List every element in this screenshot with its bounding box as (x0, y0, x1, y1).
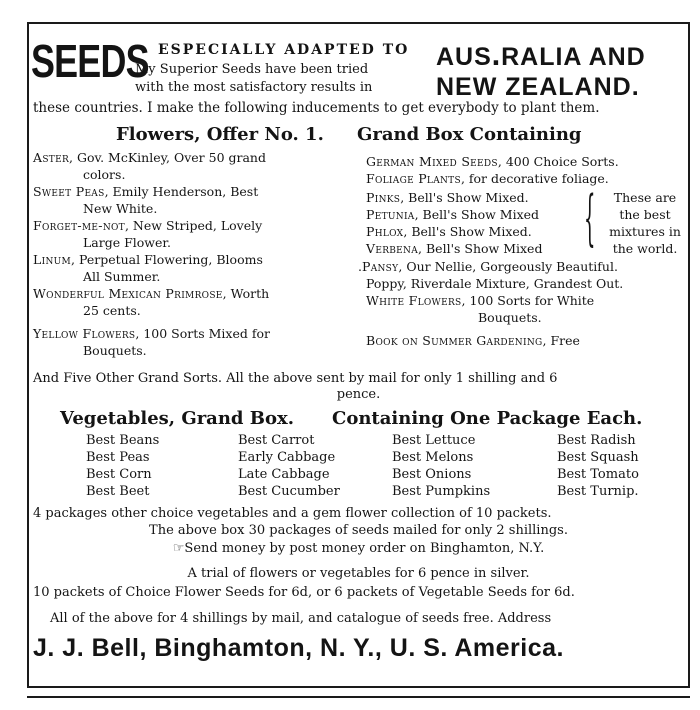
intro-line-3: these countries. I make the following inducements to get everybody to plant them. (33, 100, 600, 116)
list-item: Wonderful Mexican Primrose, Worth (33, 286, 270, 301)
list-item: Best Peas (86, 450, 150, 465)
bracket-glyph: { (584, 183, 596, 253)
address-footer: J. J. Bell, Binghamton, N. Y., U. S. America. (33, 634, 564, 662)
list-item: Best Squash (557, 450, 639, 465)
bracket-note: These are the best mixtures in the world. (609, 190, 681, 256)
list-item: Foliage Plants, for decorative foliage. (366, 171, 609, 186)
packets-offer: 10 packets of Choice Flower Seeds for 6d, or 6 packets of Vegetable Seeds for 6d. (33, 585, 575, 600)
flowers-heading: Flowers, Offer No. 1. (116, 124, 324, 145)
list-item: Best Pumpkins (392, 484, 491, 499)
list-item: Linum, Perpetual Flowering, Blooms (33, 252, 263, 267)
flowers-summary-2: pence. (336, 387, 381, 402)
grand-box-heading: Grand Box Containing (357, 124, 582, 145)
list-item: Best Beans (86, 433, 160, 448)
list-item: German Mixed Seeds, 400 Choice Sorts. (366, 154, 619, 169)
especially-adapted: ESPECIALLY ADAPTED TO (158, 42, 410, 58)
veg-line-3-row: ☞Send money by post money order on Binghamton, N.Y. (172, 541, 545, 556)
flowers-summary-1: And Five Other Grand Sorts. All the above sent by mail for only 1 shilling and 6 (33, 371, 558, 386)
flowers-right-top (366, 153, 619, 187)
list-item: Pinks, Bell's Show Mixed. (366, 190, 529, 205)
bottom-rule (27, 696, 690, 698)
pointing-hand-icon: ☞ (172, 541, 185, 556)
list-item: Best Carrot (238, 433, 315, 448)
trial-offer: A trial of flowers or vegetables for 6 pence in silver. (187, 566, 530, 581)
country-new-zealand: NEW ZEALAND. (436, 73, 640, 101)
intro-line-2: with the most satisfactory results in (135, 80, 373, 95)
flowers-right-bracket (366, 189, 542, 257)
list-item: Aster, Gov. McKinley, Over 50 grand (33, 150, 266, 165)
vegetables-heading: Vegetables, Grand Box. (60, 408, 294, 429)
list-item: Best Beet (86, 484, 150, 499)
list-item: Late Cabbage (238, 467, 330, 482)
list-item: Best Tomato (557, 467, 639, 482)
seeds-title: SEEDS (31, 35, 149, 87)
list-item: Forget-me-not, New Striped, Lovely (33, 218, 263, 233)
list-item: Poppy, Riverdale Mixture, Grandest Out. (366, 276, 624, 291)
veg-line-1: 4 packages other choice vegetables and a gem flower collection of 10 packets. (33, 506, 552, 521)
veg-column-4 (557, 432, 639, 500)
flowers-left-column: Aster, Gov. McKinley, Over 50 grand colors. Sweet Peas, Emily Henderson, Best New White. Forget-me-not, New Striped, Lovely Large Flower. Linum, Perpetual Flowering, Blooms All Summer. Wonderful Mexican Primrose, Worth 25 cents. Yellow Flowers, 100 Sorts Mixed for Bouquets. (33, 149, 363, 359)
veg-line-2: The above box 30 packages of seeds mailed for only 2 shillings. (149, 523, 568, 538)
list-item: Best Turnip. (557, 484, 639, 499)
list-item: Best Cucumber (238, 484, 340, 499)
veg-column-3 (392, 432, 490, 500)
list-item: Book on Summer Gardening, Free (366, 333, 580, 348)
list-item: Petunia, Bell's Show Mixed (366, 207, 540, 222)
list-item: Best Onions (392, 467, 472, 482)
list-item: Sweet Peas, Emily Henderson, Best (33, 184, 259, 199)
list-item: Best Lettuce (392, 433, 476, 448)
country-australia: AUS․RALIA AND (436, 43, 646, 71)
list-item: Phlox, Bell's Show Mixed. (366, 224, 532, 239)
list-item: Verbena, Bell's Show Mixed (366, 241, 543, 256)
list-item: White Flowers, 100 Sorts for White (366, 293, 595, 308)
list-item: Best Corn (86, 467, 152, 482)
veg-column-2 (238, 432, 340, 500)
vegetables-heading-2: Containing One Package Each. (332, 408, 643, 429)
flowers-right-bottom (358, 258, 623, 349)
list-item: .Pansy, Our Nellie, Gorgeously Beautiful. (358, 259, 618, 274)
veg-column-1 (86, 432, 159, 500)
list-item: Bouquets. (478, 310, 542, 325)
list-item: Yellow Flowers, 100 Sorts Mixed for (33, 326, 270, 341)
list-item: Best Melons (392, 450, 474, 465)
intro-line-1: My Superior Seeds have been tried (135, 62, 369, 77)
list-item: Best Radish (557, 433, 636, 448)
all-offer: All of the above for 4 shillings by mail, and catalogue of seeds free. Address (50, 611, 552, 626)
list-item: Early Cabbage (238, 450, 336, 465)
